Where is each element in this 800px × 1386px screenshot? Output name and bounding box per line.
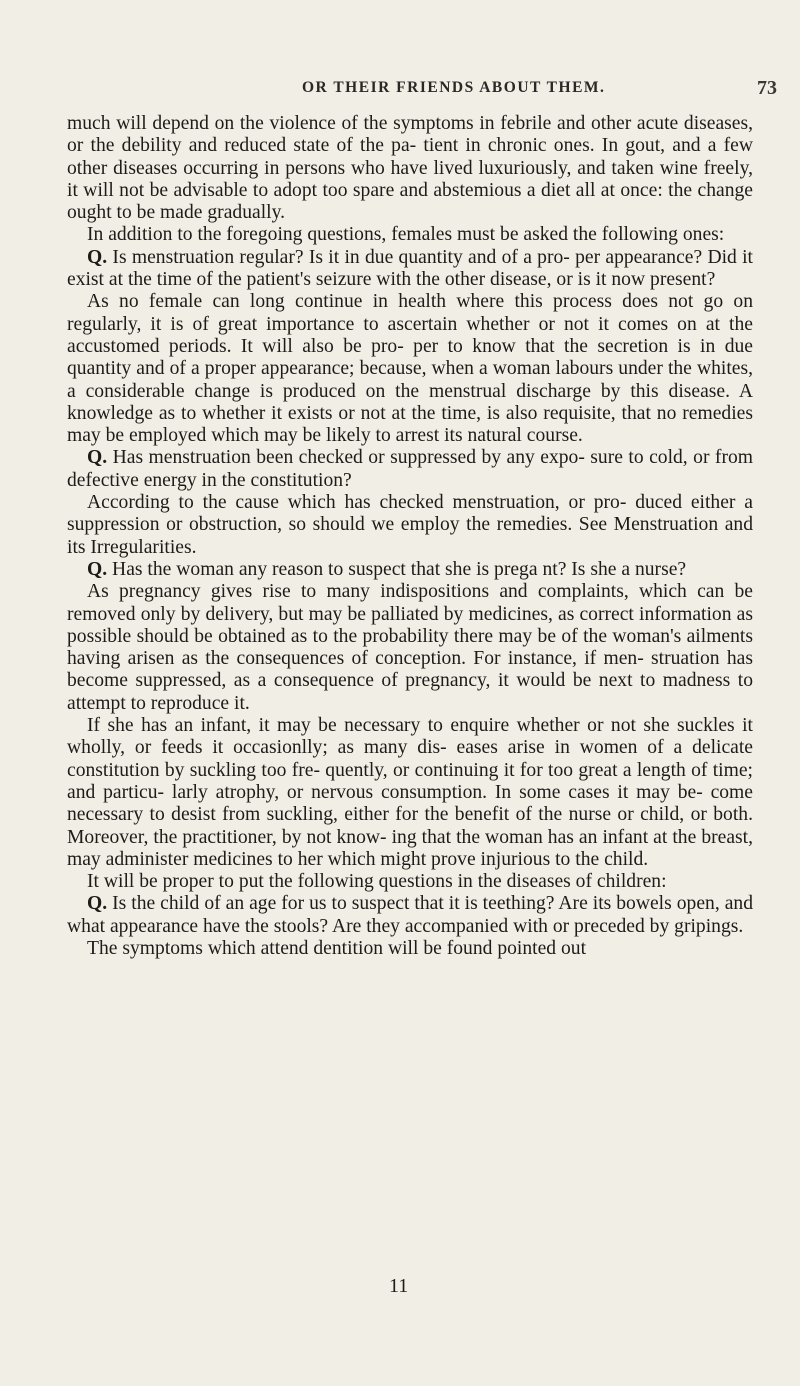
question-paragraph <box>67 447 753 492</box>
paragraph <box>67 715 753 871</box>
question-paragraph <box>67 893 753 938</box>
paragraph-text: In addition to the foregoing questions, females must be asked the following ones: <box>87 224 725 246</box>
paragraph-text: As no female can long continue in health where this process does not go on regularly, it is of great importance to ascertain whether or not it comes on at the accustomed periods. It will also be pro- per to know that the secretion is in due quantity and of a proper appearance; because, when a woman labours under the whites, a considerable change is produced on the menstrual discharge by this disease. A knowledge as to whether it exists or not at the time, is also requisite, that no remedies may be employed which may be likely to arrest its natural course. <box>67 291 753 447</box>
paragraph <box>67 938 753 960</box>
paragraph-text: The symptoms which attend dentition will be found pointed out <box>87 937 587 959</box>
paragraph <box>67 581 753 715</box>
paragraph-text: It will be proper to put the following questions in the diseases of children: <box>87 871 667 893</box>
paragraph-text: As pregnancy gives rise to many indispositions and complaints, which can be removed only by delivery, but may be palliated by medicines, as correct information as possible should be obtained as to the probability there may be of the woman's ailments having arisen as the consequences of conception. For instance, if men- struation has become suppressed, as a consequence of pregnancy, it would be next to madness to attempt to reproduce it. <box>67 581 753 714</box>
paragraph-text: According to the cause which has checked menstruation, or pro- duced either a suppression or obstruction, so should we employ the remedies. See Menstruation and its Irregularities. <box>67 492 753 558</box>
paragraph <box>67 224 753 246</box>
question-marker: Q. <box>87 558 108 580</box>
running-head <box>0 79 800 101</box>
question-paragraph <box>67 559 753 581</box>
signature-mark: 11 <box>389 1275 409 1297</box>
paragraph <box>67 291 753 447</box>
body-text <box>67 113 753 960</box>
paragraph-text: Has the woman any reason to suspect that she is prega nt? Is she a nurse? <box>112 558 687 580</box>
paragraph-text: If she has an infant, it may be necessary to enquire whether or not she suckles it wholly, or feeds it occasionlly; as many dis- eases arise in women of a delicate constitution by suckling too fre- quently, or continuing it for too great a length of time; and particu- larly atrophy, or nervous consumption. In some cases it may be- come necessary to desist from suckling, either for the benefit of the nurse or child, or both. Moreover, the practitioner, by not know- ing that the woman has an infant at the breast, may administer medicines to her which might prove injurious to the child. <box>67 715 753 870</box>
question-marker: Q. <box>87 447 108 469</box>
page-number: 73 <box>757 77 777 99</box>
paragraph-text: Has menstruation been checked or suppressed by any expo- sure to cold, or from defective energy in the constitution? <box>67 447 754 491</box>
question-paragraph <box>67 247 753 292</box>
paragraph-text: Is menstruation regular? Is it in due quantity and of a pro- per appearance? Did it exist at the time of the patient's seizure with the other disease, or is it now present? <box>67 246 753 291</box>
paragraph-text: Is the child of an age for us to suspect that it is teething? Are its bowels open, and what appearance have the stools? Are they accompanied with or preceded by gripings. <box>67 893 753 937</box>
question-marker: Q. <box>87 246 108 268</box>
paragraph <box>67 871 753 893</box>
paragraph-text: much will depend on the violence of the symptoms in febrile and other acute diseases, or the debility and reduced state of the pa- tient in chronic ones. In gout, and a few other diseases occurring in persons who have lived luxuriously, and taken wine freely, it will not be advisable to adopt too spare and abstemious a diet all at once: the change ought to be made gradually. <box>67 113 753 224</box>
header-title: OR THEIR FRIENDS ABOUT THEM. <box>302 79 606 96</box>
paragraph <box>67 492 753 559</box>
paragraph <box>67 113 753 224</box>
question-marker: Q. <box>87 893 108 915</box>
